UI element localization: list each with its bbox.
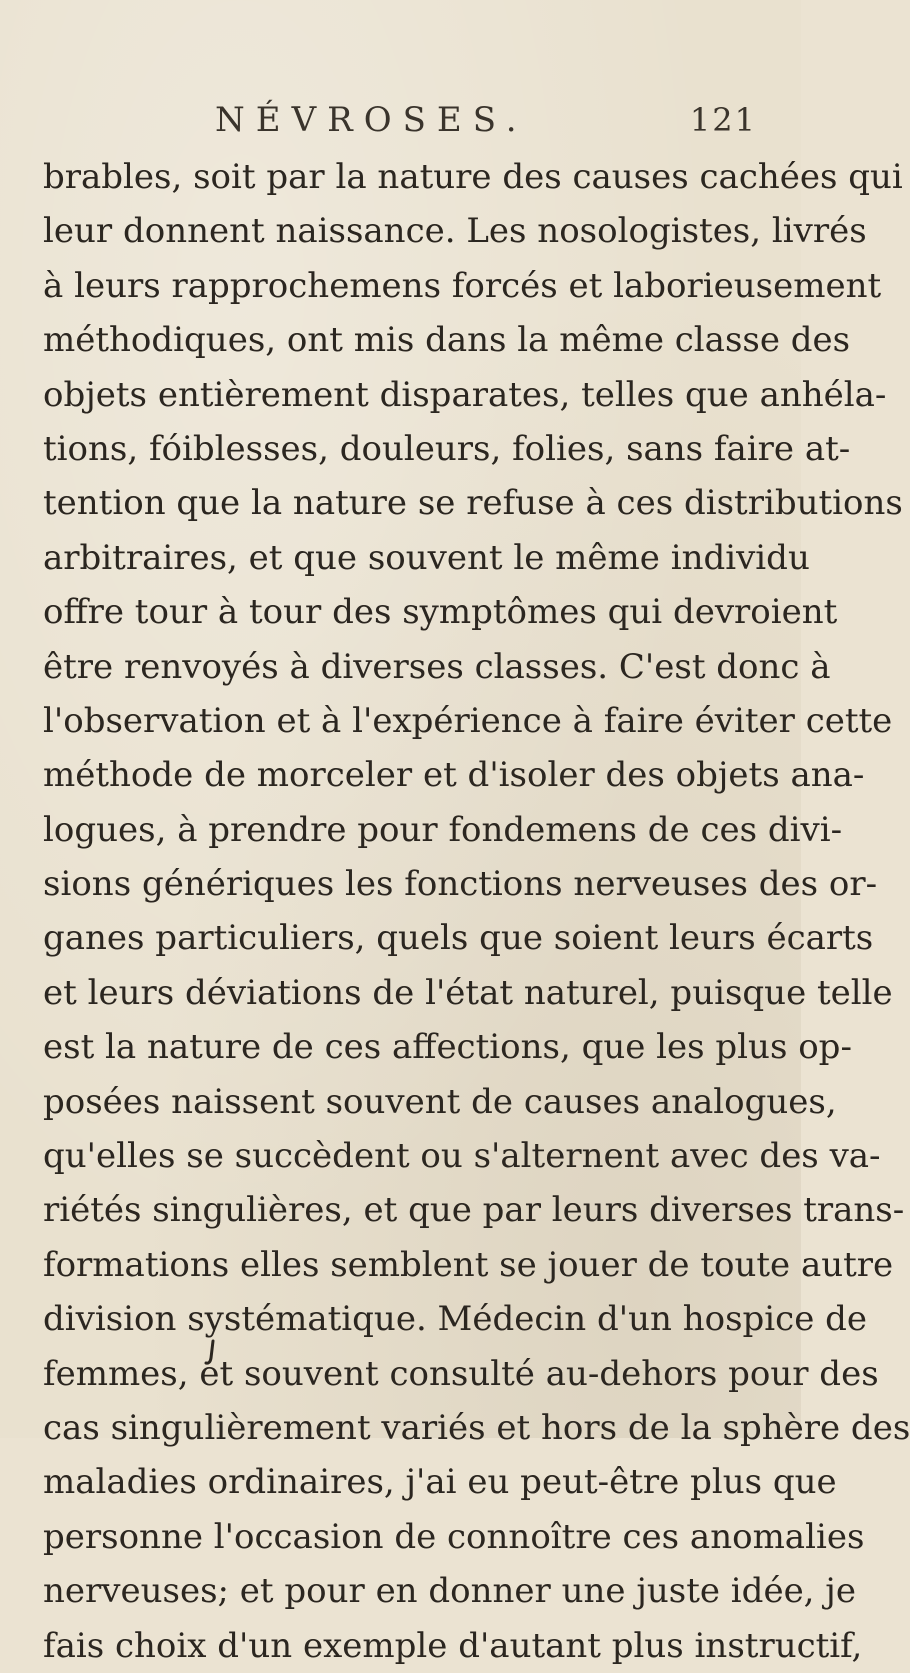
text-line: l'observation et à l'expérience à faire éviter cette (43, 700, 893, 741)
text-line: posées naissent souvent de causes analogues, (43, 1081, 837, 1122)
text-line: cas singulièrement variés et hors de la sphère des (43, 1407, 910, 1448)
text-line: offre tour à tour des symptômes qui devroient (43, 592, 838, 633)
text-line: tention que la nature se refuse à ces distributions (43, 483, 903, 524)
text-line: personne l'occasion de connoître ces anomalies (43, 1516, 865, 1557)
text-line: à leurs rapprochemens forcés et laborieusement (43, 265, 882, 306)
ink-mark (205, 1340, 217, 1366)
text-line: tions, fóiblesses, douleurs, folies, sans faire at- (43, 428, 851, 469)
text-line: fais choix d'un exemple d'autant plus instructif, (43, 1625, 863, 1666)
text-line: méthodiques, ont mis dans la même classe des (43, 320, 851, 361)
page-header (215, 100, 757, 140)
text-line: méthode de morceler et d'isoler des objets ana- (43, 755, 865, 796)
text-line: être renvoyés à diverses classes. C'est donc à (43, 646, 831, 687)
text-line: brables, soit par la nature des causes cachées qui (43, 157, 903, 197)
text-line: et leurs déviations de l'état naturel, puisque telle (43, 972, 893, 1013)
text-line: objets entièrement disparates, telles que anhéla- (43, 374, 887, 415)
text-line: sions génériques les fonctions nerveuses des or- (43, 864, 878, 905)
text-line: leur donnent naissance. Les nosologistes, livrés (43, 211, 867, 252)
text-line: ganes particuliers, quels que soient leurs écarts (43, 918, 874, 959)
text-line: formations elles semblent se jouer de toute autre (43, 1244, 894, 1285)
running-head: NÉVROSES. (215, 100, 528, 140)
text-line: est la nature de ces affections, que les plus op- (43, 1027, 852, 1068)
text-line: qu'elles se succèdent ou s'alternent avec des va- (43, 1136, 881, 1177)
text-line: riétés singulières, et que par leurs diverses trans- (43, 1190, 905, 1231)
text-line: division systématique. Médecin d'un hospice de (43, 1299, 868, 1340)
text-line: maladies ordinaires, j'ai eu peut-être plus que (43, 1462, 837, 1503)
page-number: 121 (689, 101, 757, 139)
text-line: arbitraires, et que souvent le même individu (43, 537, 810, 578)
body-text (43, 150, 910, 1673)
text-line: femmes, et souvent consulté au-dehors pour des (43, 1353, 879, 1394)
text-line: nerveuses; et pour en donner une juste idée, je (43, 1571, 856, 1612)
text-line: logues, à prendre pour fondemens de ces divi- (43, 809, 843, 850)
